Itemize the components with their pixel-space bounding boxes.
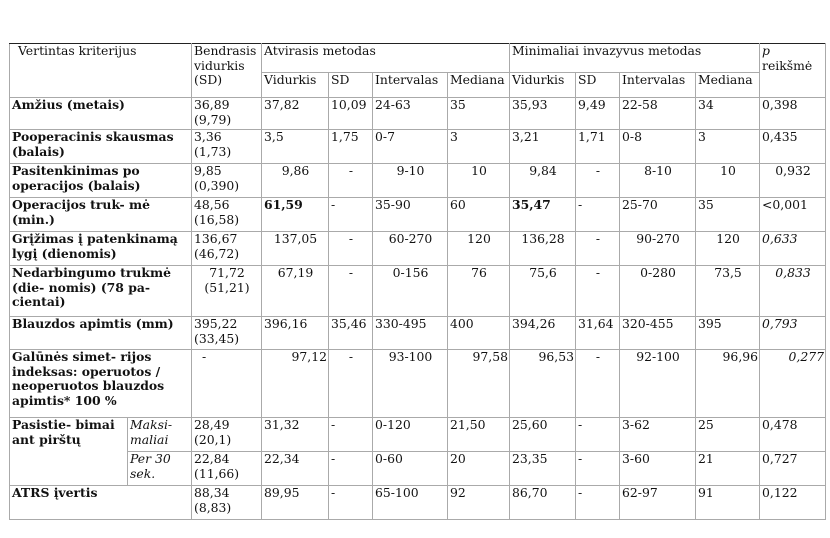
cell-open-median: 35 (448, 98, 510, 130)
cell-mini-interval: 8-10 (620, 164, 696, 198)
cell-mini-interval: 3-62 (620, 418, 696, 452)
cell-mini-mean: 9,84 (510, 164, 576, 198)
cell-p-value: 0,793 (760, 317, 826, 350)
cell-mini-mean: 75,6 (510, 266, 576, 317)
cell-open-interval: 0-156 (373, 266, 448, 317)
cell-mini-median: 3 (696, 130, 760, 164)
cell-open-median: 97,58 (448, 350, 510, 418)
row-label: ATRS įvertis (10, 486, 192, 520)
row-label: Amžius (metais) (10, 98, 192, 130)
cell-overall: - (192, 350, 262, 418)
cell-mini-sd: 9,49 (576, 98, 620, 130)
row-label: Grįžimas į patenkinamą lygį (dienomis) (10, 232, 192, 266)
cell-mini-median: 10 (696, 164, 760, 198)
cell-overall: 28,49 (20,1) (192, 418, 262, 452)
table-row (10, 130, 826, 164)
cell-mini-mean: 35,47 (510, 198, 576, 232)
cell-mini-mean: 96,53 (510, 350, 576, 418)
cell-open-sd: - (329, 164, 373, 198)
header-open-method: Atvirasis metodas (262, 44, 510, 73)
cell-mini-mean: 35,93 (510, 98, 576, 130)
cell-mini-interval: 25-70 (620, 198, 696, 232)
cell-overall: 395,22 (33,45) (192, 317, 262, 350)
row-sublabel: Maksi- maliai (128, 418, 192, 452)
cell-p-value: 0,478 (760, 418, 826, 452)
cell-overall: 88,34 (8,83) (192, 486, 262, 520)
table-row (10, 98, 826, 130)
cell-mini-median: 96,96 (696, 350, 760, 418)
cell-mini-sd: 1,71 (576, 130, 620, 164)
subheader-mini-interval: Intervalas (620, 73, 696, 98)
cell-p-value: <0,001 (760, 198, 826, 232)
cell-mini-interval: 0-280 (620, 266, 696, 317)
row-label: Pooperacinis skausmas (balais) (10, 130, 192, 164)
table-row (10, 266, 826, 317)
row-label: Nedarbingumo trukmė (die- nomis) (78 pa- cientai) (10, 266, 192, 317)
cell-open-mean: 61,59 (262, 198, 329, 232)
cell-mini-sd: 31,64 (576, 317, 620, 350)
cell-mini-mean: 25,60 (510, 418, 576, 452)
cell-open-mean: 31,32 (262, 418, 329, 452)
cell-open-sd: 10,09 (329, 98, 373, 130)
cell-open-median: 92 (448, 486, 510, 520)
cell-overall: 3,36 (1,73) (192, 130, 262, 164)
cell-open-sd: 35,46 (329, 317, 373, 350)
cell-open-interval: 65-100 (373, 486, 448, 520)
cell-open-mean: 37,82 (262, 98, 329, 130)
cell-p-value: 0,633 (760, 232, 826, 266)
header-p-value (760, 44, 826, 98)
cell-mini-sd: - (576, 232, 620, 266)
cell-open-sd: - (329, 266, 373, 317)
cell-mini-median: 25 (696, 418, 760, 452)
cell-open-interval: 0-7 (373, 130, 448, 164)
cell-mini-median: 34 (696, 98, 760, 130)
subheader-open-median: Mediana (448, 73, 510, 98)
cell-open-median: 60 (448, 198, 510, 232)
cell-open-interval: 35-90 (373, 198, 448, 232)
cell-mini-median: 395 (696, 317, 760, 350)
cell-mini-sd: - (576, 452, 620, 486)
cell-open-interval: 9-10 (373, 164, 448, 198)
cell-mini-sd: - (576, 486, 620, 520)
cell-open-median: 3 (448, 130, 510, 164)
cell-overall: 36,89 (9,79) (192, 98, 262, 130)
row-sublabel: Per 30 sek. (128, 452, 192, 486)
cell-open-mean: 137,05 (262, 232, 329, 266)
table-row (10, 317, 826, 350)
header-p-letter: p (762, 43, 770, 58)
cell-open-mean: 89,95 (262, 486, 329, 520)
table-row (10, 418, 826, 452)
cell-overall: 9,85 (0,390) (192, 164, 262, 198)
header-p-word: reikšmė (762, 57, 813, 73)
cell-open-interval: 330-495 (373, 317, 448, 350)
row-label: Galūnės simet- rijos indeksas: operuotos / neoperuotos blauzdos apimtis* 100 % (10, 350, 192, 418)
cell-open-interval: 0-120 (373, 418, 448, 452)
table-row (10, 232, 826, 266)
cell-mini-mean: 23,35 (510, 452, 576, 486)
cell-open-interval: 93-100 (373, 350, 448, 418)
row-label: Pasitenkinimas po operacijos (balais) (10, 164, 192, 198)
row-label: Pasistie- bimai ant pirštų (10, 418, 128, 486)
cell-p-value: 0,435 (760, 130, 826, 164)
cell-p-value: 0,932 (760, 164, 826, 198)
header-minimally-invasive-method: Minimaliai invazyvus metodas (510, 44, 760, 73)
cell-mini-mean: 86,70 (510, 486, 576, 520)
cell-mini-mean: 3,21 (510, 130, 576, 164)
cell-open-interval: 60-270 (373, 232, 448, 266)
header-criterion: Vertintas kriterijus (10, 44, 192, 98)
table-row (10, 452, 826, 486)
cell-mini-median: 21 (696, 452, 760, 486)
cell-p-value: 0,398 (760, 98, 826, 130)
cell-open-mean: 97,12 (262, 350, 329, 418)
table-row (10, 164, 826, 198)
cell-mini-sd: - (576, 198, 620, 232)
cell-p-value: 0,727 (760, 452, 826, 486)
cell-open-interval: 0-60 (373, 452, 448, 486)
table-row (10, 486, 826, 520)
cell-mini-interval: 320-455 (620, 317, 696, 350)
cell-mini-interval: 0-8 (620, 130, 696, 164)
cell-overall: 48,56 (16,58) (192, 198, 262, 232)
results-table (9, 43, 826, 520)
table-row (10, 198, 826, 232)
cell-mini-interval: 22-58 (620, 98, 696, 130)
cell-open-median: 120 (448, 232, 510, 266)
cell-mini-median: 35 (696, 198, 760, 232)
cell-mini-mean: 136,28 (510, 232, 576, 266)
cell-open-sd: - (329, 232, 373, 266)
cell-mini-median: 91 (696, 486, 760, 520)
cell-open-mean: 67,19 (262, 266, 329, 317)
cell-open-interval: 24-63 (373, 98, 448, 130)
header-overall-mean: Bendrasis vidurkis (SD) (192, 44, 262, 98)
cell-open-sd: - (329, 198, 373, 232)
cell-open-mean: 22,34 (262, 452, 329, 486)
cell-p-value: 0,833 (760, 266, 826, 317)
cell-open-sd: - (329, 418, 373, 452)
cell-mini-interval: 3-60 (620, 452, 696, 486)
row-label: Blauzdos apimtis (mm) (10, 317, 192, 350)
cell-open-sd: 1,75 (329, 130, 373, 164)
row-label: Operacijos truk- mė (min.) (10, 198, 192, 232)
cell-open-median: 20 (448, 452, 510, 486)
cell-overall: 22,84 (11,66) (192, 452, 262, 486)
cell-mini-mean: 394,26 (510, 317, 576, 350)
cell-open-sd: - (329, 486, 373, 520)
cell-open-sd: - (329, 452, 373, 486)
cell-mini-interval: 92-100 (620, 350, 696, 418)
subheader-open-mean: Vidurkis (262, 73, 329, 98)
cell-open-median: 400 (448, 317, 510, 350)
subheader-mini-median: Mediana (696, 73, 760, 98)
cell-open-mean: 9,86 (262, 164, 329, 198)
cell-p-value: 0,277 (760, 350, 826, 418)
cell-mini-sd: - (576, 164, 620, 198)
cell-mini-interval: 90-270 (620, 232, 696, 266)
cell-mini-sd: - (576, 350, 620, 418)
subheader-mini-mean: Vidurkis (510, 73, 576, 98)
cell-mini-sd: - (576, 418, 620, 452)
cell-open-median: 21,50 (448, 418, 510, 452)
cell-open-median: 10 (448, 164, 510, 198)
subheader-open-interval: Intervalas (373, 73, 448, 98)
cell-open-mean: 396,16 (262, 317, 329, 350)
cell-open-mean: 3,5 (262, 130, 329, 164)
cell-open-sd: - (329, 350, 373, 418)
cell-mini-median: 120 (696, 232, 760, 266)
cell-mini-median: 73,5 (696, 266, 760, 317)
cell-mini-sd: - (576, 266, 620, 317)
subheader-open-sd: SD (329, 73, 373, 98)
subheader-mini-sd: SD (576, 73, 620, 98)
cell-overall: 136,67 (46,72) (192, 232, 262, 266)
cell-p-value: 0,122 (760, 486, 826, 520)
table-row (10, 350, 826, 418)
cell-open-median: 76 (448, 266, 510, 317)
cell-mini-interval: 62-97 (620, 486, 696, 520)
cell-overall: 71,72 (51,21) (192, 266, 262, 317)
